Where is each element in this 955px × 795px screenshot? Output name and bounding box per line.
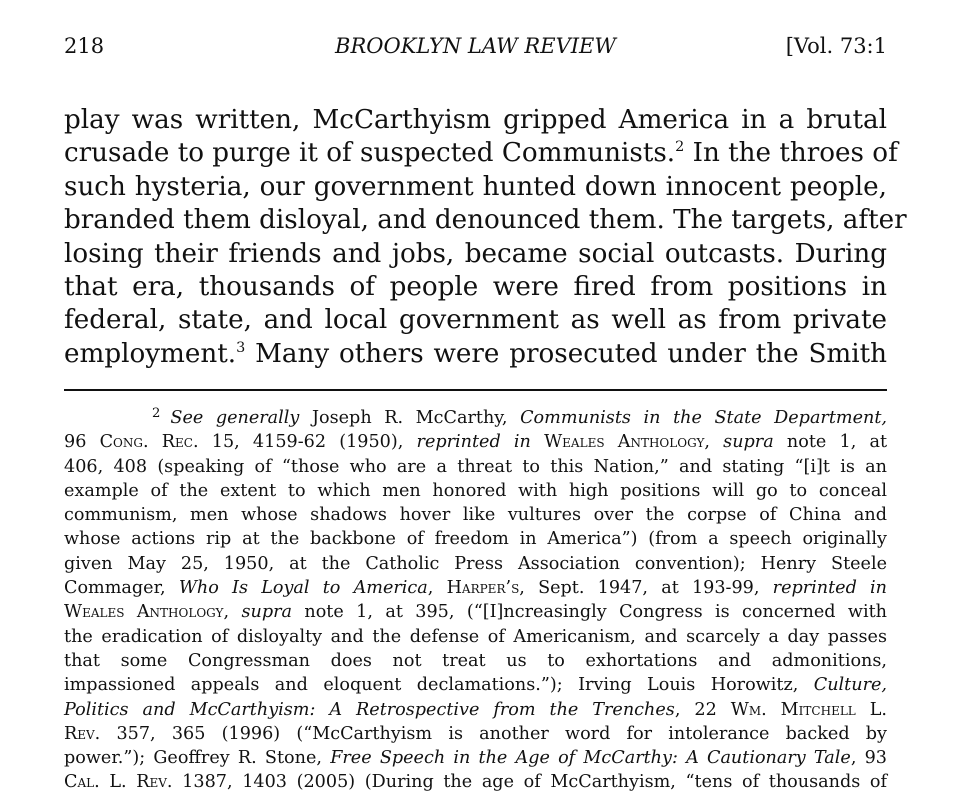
source-name: Rev. bbox=[64, 723, 101, 744]
footnote-text: Commager, bbox=[64, 578, 179, 599]
footnote-text: , 22 bbox=[674, 699, 731, 720]
body-line bbox=[64, 137, 898, 170]
volume-label: [Vol. 73:1 bbox=[785, 34, 887, 58]
footnote-text: , Sept. 1947, at 193-99, bbox=[519, 578, 773, 599]
footnote-text: 357, 365 (1996) (“McCarthyism is another word for intolerance backed by bbox=[100, 723, 887, 744]
body-line: losing their friends and jobs, became social outcasts. During bbox=[64, 238, 887, 269]
running-header bbox=[64, 34, 887, 64]
citation-title: Politics and McCarthyism: A Retrospective from the Trenches bbox=[64, 699, 675, 720]
source-name: Wm. Mitchell L. bbox=[730, 699, 888, 720]
footnote-line bbox=[64, 698, 887, 722]
footnote-text: note 1, at bbox=[773, 432, 888, 453]
footnote-text bbox=[531, 432, 544, 452]
signal-text: supra bbox=[723, 432, 774, 453]
footnote-divider bbox=[64, 389, 887, 391]
footnote-text: , 93 bbox=[850, 748, 888, 769]
footnote-line bbox=[64, 576, 887, 600]
footnote-line bbox=[64, 673, 887, 697]
footnote-2 bbox=[64, 406, 887, 795]
footnote-text: 1387, 1403 (2005) (During the age of McCarthyism, “tens of thousands of bbox=[172, 772, 887, 793]
footnote-text: , bbox=[427, 578, 447, 599]
footnote-line bbox=[64, 600, 887, 624]
body-line: such hysteria, our government hunted down innocent people, bbox=[64, 171, 887, 202]
footnote-line bbox=[64, 406, 887, 430]
source-name: Weales Anthology bbox=[64, 602, 224, 623]
footnote-line: that some Congressman does not treat us to exhortations and admonitions, bbox=[64, 650, 887, 671]
footnote-line bbox=[64, 722, 887, 746]
footnote-line bbox=[64, 430, 887, 454]
source-name: Cal. L. Rev. bbox=[64, 772, 173, 793]
signal-text: See generally bbox=[170, 408, 300, 428]
footnote-line bbox=[64, 746, 887, 770]
page-number: 218 bbox=[64, 34, 105, 58]
body-line: branded them disloyal, and denounced them. The targets, after bbox=[64, 205, 907, 236]
journal-title: BROOKLYN LAW REVIEW bbox=[335, 34, 616, 58]
footnote-line: given May 25, 1950, at the Catholic Press Association convention); Henry Steele bbox=[64, 553, 887, 574]
footnote-text: note 1, at 395, (“[I]ncreasingly Congress is concerned with bbox=[291, 602, 887, 623]
footnote-reference[interactable]: 2 bbox=[675, 139, 685, 156]
signal-text: supra bbox=[241, 602, 292, 623]
footnote-line: example of the extent to which men honored with high positions will go to conceal bbox=[64, 480, 887, 501]
body-line-text: employment. bbox=[64, 338, 237, 369]
footnote-line: the eradication of disloyalty and the defense of Americanism, and scarcely a day passes bbox=[64, 626, 887, 647]
footnote-text: power.”); Geoffrey R. Stone, bbox=[64, 748, 331, 769]
citation-title: Free Speech in the Age of McCarthy: A Cautionary Tale bbox=[330, 748, 851, 769]
body-line: federal, state, and local government as well as from private bbox=[64, 305, 887, 336]
footnote-line: whose actions rip at the backbone of freedom in America”) (from a speech originally bbox=[64, 529, 887, 550]
source-name: Weales Anthology bbox=[544, 432, 705, 453]
main-text bbox=[64, 104, 907, 371]
footnote-text: 15, 4159-62 (1950), bbox=[198, 432, 417, 453]
footnote-line bbox=[64, 770, 887, 794]
footnote-text: 96 bbox=[64, 432, 100, 453]
citation-title: Communists in the State Department, bbox=[520, 408, 887, 428]
body-line-text: In the throes of bbox=[684, 138, 898, 169]
body-line: play was written, McCarthyism gripped America in a brutal bbox=[64, 105, 887, 135]
body-line-text: crusade to purge it of suspected Communists. bbox=[64, 138, 676, 169]
signal-text: reprinted in bbox=[416, 432, 531, 453]
citation-title: Culture, bbox=[813, 675, 887, 696]
source-name: Harper’s bbox=[446, 578, 520, 599]
body-line-text: Many others were prosecuted under the Smith bbox=[255, 338, 887, 369]
citation-title: Who Is Loyal to America bbox=[178, 578, 428, 599]
body-line bbox=[64, 338, 887, 371]
source-name: Cong. Rec. bbox=[99, 432, 199, 453]
footnote-text: Joseph R. McCarthy, bbox=[299, 408, 521, 428]
footnote-reference[interactable]: 3 bbox=[236, 339, 246, 356]
footnote-line: 406, 408 (speaking of “those who are a threat to this Nation,” and stating “[i]t is an bbox=[64, 456, 887, 477]
footnote-line: communism, men whose shadows hover like vultures over the corpse of China and bbox=[64, 505, 887, 526]
footnote-number: 2 bbox=[152, 406, 161, 422]
signal-text: reprinted in bbox=[772, 578, 888, 599]
footnote-text: , bbox=[223, 602, 242, 623]
footnote-text: impassioned appeals and eloquent declamations.”); Irving Louis Horowitz, bbox=[64, 675, 814, 696]
footnote-text: , bbox=[704, 432, 724, 453]
body-line: that era, thousands of people were fired from positions in bbox=[64, 272, 887, 303]
